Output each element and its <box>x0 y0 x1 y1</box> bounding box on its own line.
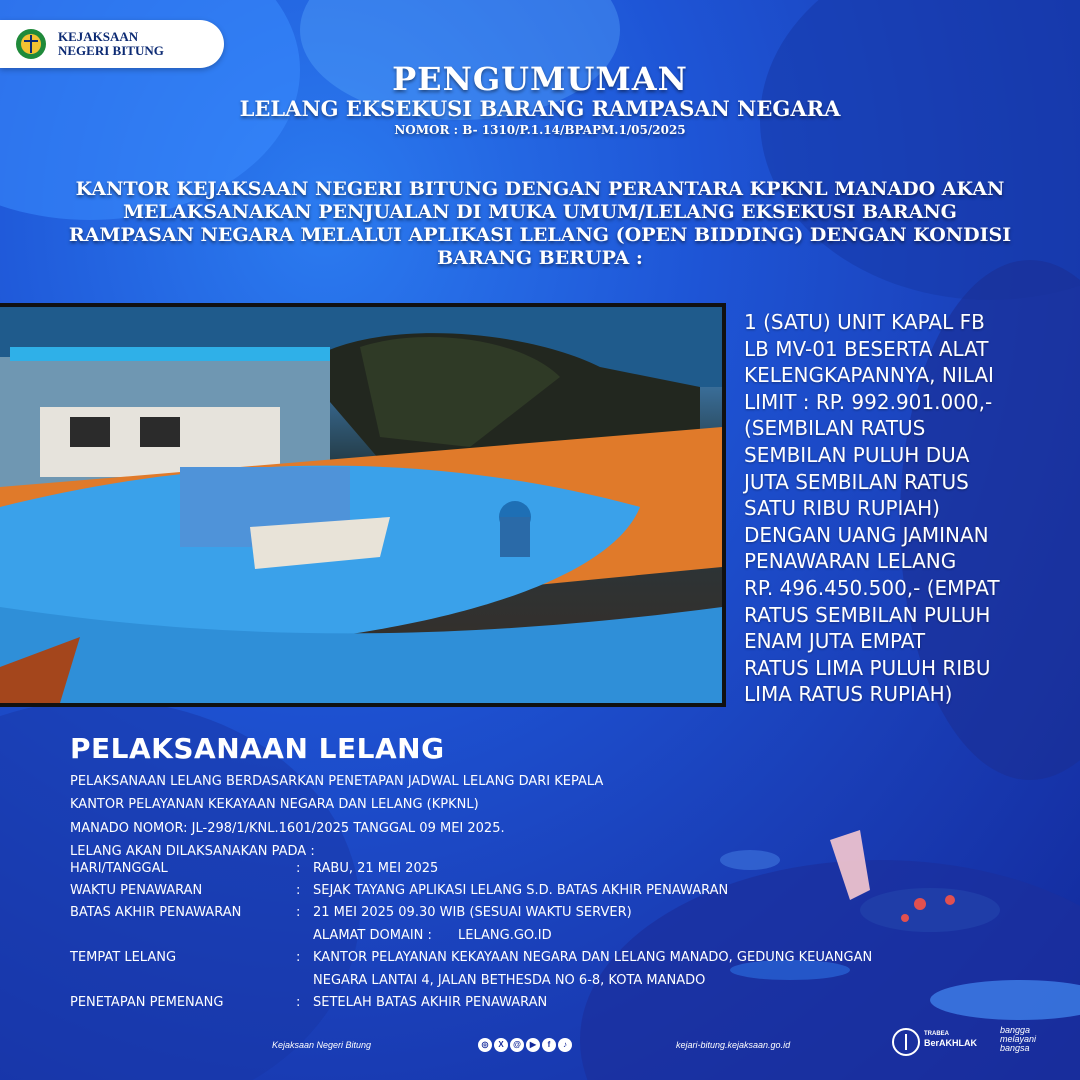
desc-line: RP. 496.450.500,- (EMPAT <box>744 575 1000 600</box>
desc-line: RATUS LIMA PULUH RIBU <box>744 655 991 680</box>
x-icon[interactable]: X <box>494 1038 508 1052</box>
desc-line: RATUS SEMBILAN PULUH <box>744 602 991 627</box>
body-line: LELANG AKAN DILAKSANAKAN PADA : <box>70 844 315 860</box>
tempat-label: TEMPAT LELANG <box>70 950 177 965</box>
tiktok-icon[interactable]: ♪ <box>558 1038 572 1052</box>
section-title: PELAKSANAAN LELANG <box>70 732 445 765</box>
desc-line: (SEMBILAN RATUS <box>744 416 926 441</box>
bangga-melayani-badge <box>1000 1026 1036 1053</box>
instagram-icon[interactable]: ◎ <box>478 1038 492 1052</box>
waktu-label: WAKTU PENAWARAN <box>70 883 203 898</box>
tempat-value: KANTOR PELAYANAN KEKAYAAN NEGARA DAN LELANG MANADO, GEDUNG KEUANGAN <box>313 950 873 965</box>
desc-line: KELENGKAPANNYA, NILAI <box>744 363 994 388</box>
youtube-icon[interactable]: ▶ <box>526 1038 540 1052</box>
waktu-value: SEJAK TAYANG APLIKASI LELANG S.D. BATAS AKHIR PENAWARAN <box>313 883 729 898</box>
footer-url[interactable]: kejari-bitung.kejaksaan.go.id <box>676 1040 791 1050</box>
body-line: MANADO NOMOR: JL-298/1/KNL.1601/2025 TANGGAL 09 MEI 2025. <box>70 820 505 836</box>
hari-label: HARI/TANGGAL <box>70 861 168 876</box>
item-description <box>744 309 1064 708</box>
footer-org: Kejaksaan Negeri Bitung <box>272 1040 372 1050</box>
desc-line: LB MV-01 BESERTA ALAT <box>744 336 989 361</box>
desc-line: DENGAN UANG JAMINAN <box>744 522 989 547</box>
hari-value: RABU, 21 MEI 2025 <box>313 861 439 876</box>
domain-value: LELANG.GO.ID <box>458 928 552 943</box>
tempat-value-2: NEGARA LANTAI 4, JALAN BETHESDA NO 6-8, KOTA MANADO <box>313 973 706 988</box>
bangga-line3: bangsa <box>1000 1043 1030 1053</box>
desc-line: ENAM JUTA EMPAT <box>744 629 926 654</box>
colon: : <box>296 995 301 1010</box>
logo-line2: NEGERI BITUNG <box>58 43 164 58</box>
pemenang-value: SETELAH BATAS AKHIR PENAWARAN <box>313 995 548 1010</box>
section-body <box>70 770 770 864</box>
desc-line: JUTA SEMBILAN RATUS <box>744 469 969 494</box>
desc-line: 1 (SATU) UNIT KAPAL FB <box>744 310 985 334</box>
colon: : <box>296 905 301 920</box>
domain-label: ALAMAT DOMAIN : <box>313 928 432 943</box>
ber-line1: TRABEA <box>924 1031 949 1037</box>
desc-line: LIMA RATUS RUPIAH) <box>744 682 953 707</box>
desc-line: SATU RIBU RUPIAH) <box>744 496 940 521</box>
body-line: PELAKSANAAN LELANG BERDASARKAN PENETAPAN JADWAL LELANG DARI KEPALA <box>70 774 604 789</box>
facebook-icon[interactable]: f <box>542 1038 556 1052</box>
header <box>0 60 1080 140</box>
page-subtitle: LELANG EKSEKUSI BARANG RAMPASAN NEGARA <box>239 96 841 121</box>
desc-line: PENAWARAN LELANG <box>744 549 957 574</box>
desc-line: LIMIT : RP. 992.901.000,- <box>744 389 993 414</box>
desc-line: SEMBILAN PULUH DUA <box>744 442 970 467</box>
body-line: KANTOR PELAYANAN KEKAYAAN NEGARA DAN LELANG (KPKNL) <box>70 797 479 813</box>
bangga-line2: melayani <box>1000 1034 1037 1044</box>
intro-text: KANTOR KEJAKSAAN NEGERI BITUNG DENGAN PERANTARA KPKNL MANADO AKAN MELAKSANAKAN PENJUALAN DI MUKA UMUM/LELANG EKSEKUSI BARANG RAMPASAN NEGARA MELALUI APLIKASI LELANG (OPEN BIDDING) DENGAN KONDISI BARANG BERUPA : <box>68 178 1012 269</box>
bangga-line1: bangga <box>1000 1025 1031 1035</box>
colon: : <box>296 883 301 898</box>
colon: : <box>296 950 301 965</box>
kejaksaan-seal-icon <box>14 27 48 61</box>
boat-illustration <box>0 307 722 703</box>
threads-icon[interactable]: @ <box>510 1038 524 1052</box>
batas-value: 21 MEI 2025 09.30 WIB (SESUAI WAKTU SERVER) <box>313 905 632 920</box>
berakhlak-badge <box>924 1030 977 1048</box>
page-title: PENGUMUMAN <box>392 60 688 98</box>
logo-line1: KEJAKSAAN <box>58 29 139 44</box>
ber-line2: BerAKHLAK <box>924 1038 978 1048</box>
social-links <box>478 1038 572 1052</box>
pemenang-label: PENETAPAN PEMENANG <box>70 995 224 1010</box>
batas-label: BATAS AKHIR PENAWARAN <box>70 905 242 920</box>
boat-photo <box>0 303 726 707</box>
announcement-number: NOMOR : B- 1310/P.1.14/BPAPM.1/05/2025 <box>394 123 686 137</box>
colon: : <box>296 861 301 876</box>
